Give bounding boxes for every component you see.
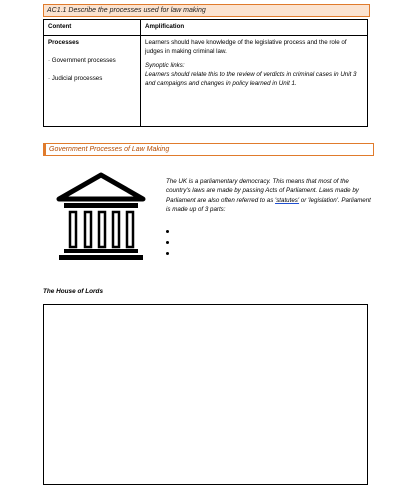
section-header-government — [43, 143, 374, 156]
parliament-building-icon — [56, 172, 146, 262]
list-item — [166, 226, 176, 237]
list-item — [166, 237, 176, 248]
synoptic-title: Synoptic links: — [145, 62, 185, 69]
amplification-text: Learners should have knowledge of the legislative process and the role of judges in making criminal law. — [145, 39, 347, 55]
spec-table — [43, 19, 368, 127]
parliament-parts-list — [166, 226, 176, 259]
col-header-amplification: Amplification — [141, 20, 368, 36]
section-title: Government Processes of Law Making — [49, 146, 170, 153]
section-header-ac11 — [43, 4, 370, 17]
intro-part1: The UK is a parliamentary democracy. This means that most of the country's laws are made by passing Acts of Parliament. Laws made by Parliament are also often referred to as — [166, 178, 359, 204]
table-row — [44, 36, 368, 127]
table-header-row — [44, 20, 368, 36]
house-of-lords-answer-box[interactable] — [43, 304, 368, 485]
list-item — [166, 248, 176, 259]
intro-term-statutes: 'statutes' — [275, 196, 300, 204]
house-of-lords-title: The House of Lords — [43, 288, 104, 295]
intro-part2: or 'legislation'. Parliament is made up of 3 parts: — [166, 196, 371, 213]
list-item-judicial: · Judicial processes — [48, 75, 103, 82]
amplification-cell — [141, 36, 368, 127]
content-cell — [44, 36, 141, 127]
col-header-content: Content — [44, 20, 141, 36]
synoptic-text: Learners should relate this to the review of verdicts in criminal cases in Unit 3 and campaigns and changes in policy learned in Unit 1. — [145, 71, 357, 87]
intro-paragraph — [166, 177, 371, 214]
processes-heading: Processes — [48, 39, 79, 46]
header-title: AC1.1 Describe the processes used for law making — [47, 7, 206, 14]
list-item-government: · Government processes — [48, 57, 116, 64]
